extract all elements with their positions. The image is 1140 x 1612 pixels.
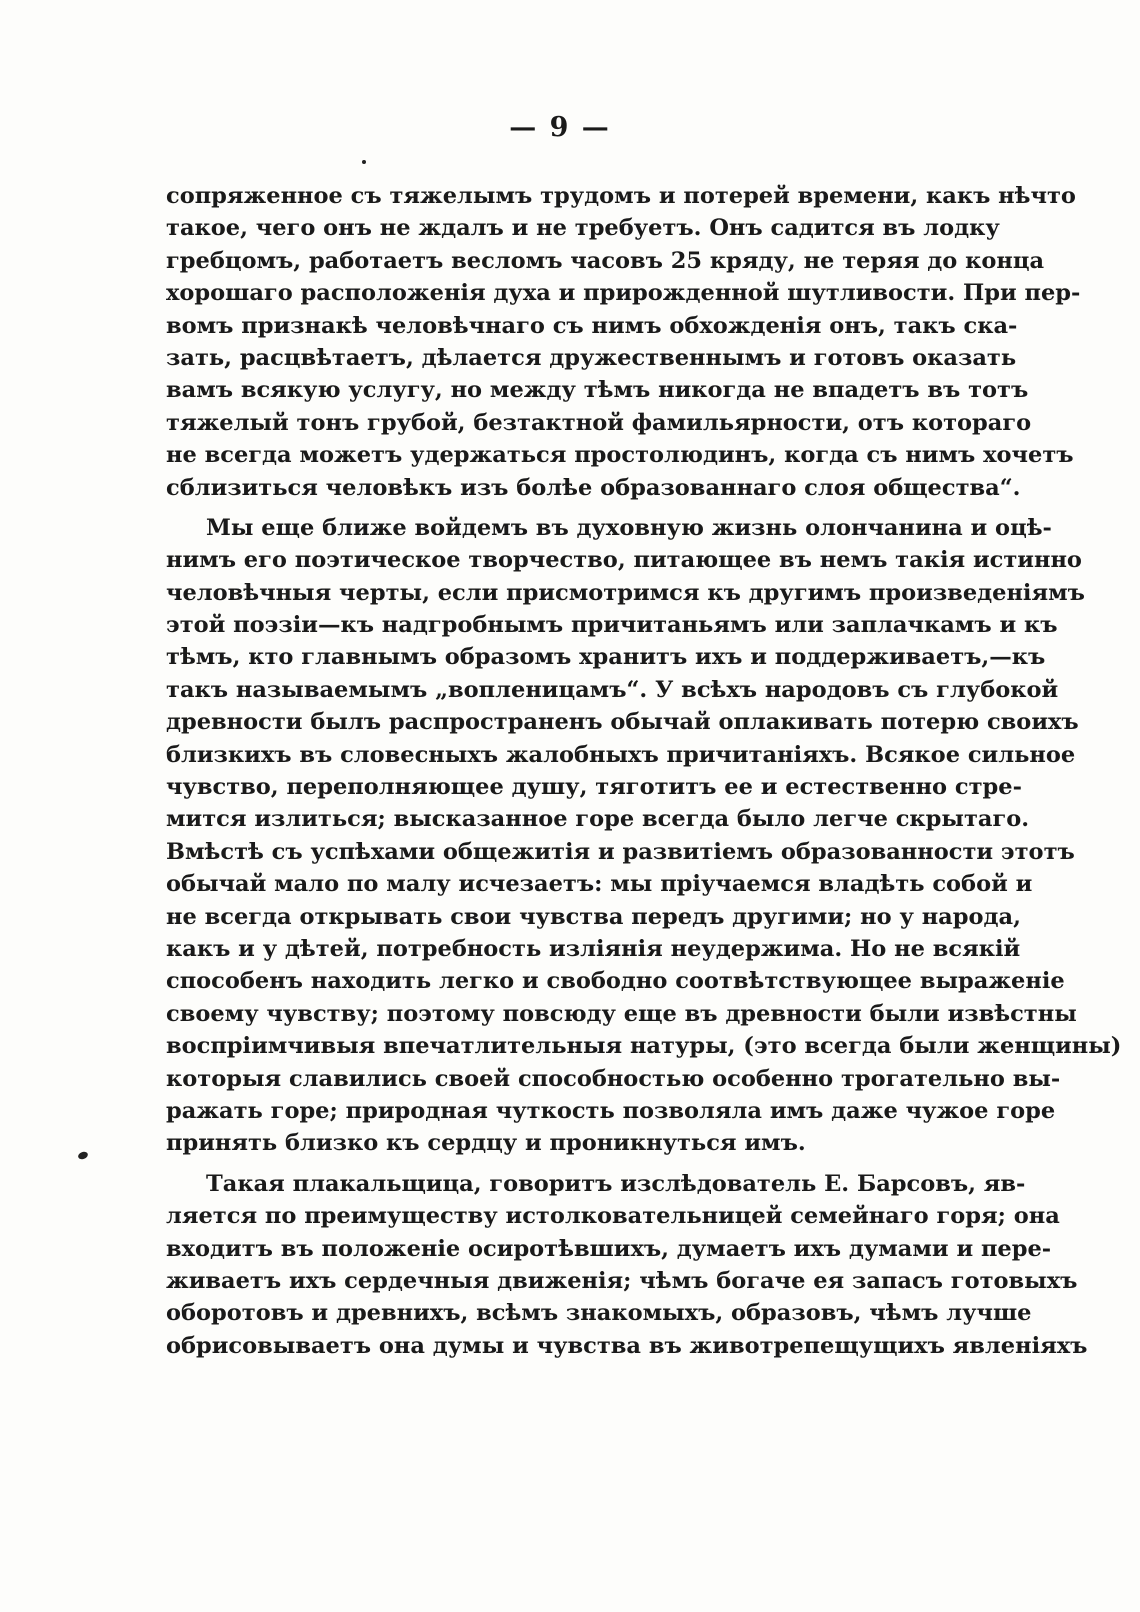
text-line: такое, чего онъ не ждалъ и не требуетъ. Онъ садится въ лодку <box>166 215 1000 242</box>
text-line: которыя славились своей способностью особенно трогательно вы- <box>166 1065 1061 1092</box>
paragraph <box>166 180 1081 504</box>
text-line: гребцомъ, работаетъ весломъ часовъ 25 кряду, не теряя до конца <box>166 247 1045 274</box>
text-line: вомъ признакѣ человѣчнаго съ нимъ обхожденія онъ, такъ ска- <box>166 312 1018 339</box>
text-line: этой поэзіи—къ надгробнымъ причитаньямъ или заплачкамъ и къ <box>166 612 1058 639</box>
text-line: не всегда можетъ удержаться простолюдинъ, когда съ нимъ хочетъ <box>166 442 1074 469</box>
text-line: не всегда открывать свои чувства передъ другими; но у народа, <box>166 903 1021 930</box>
text-line: живаетъ ихъ сердечныя движенія; чѣмъ богаче ея запасъ готовыхъ <box>166 1267 1078 1294</box>
text-line: своему чувству; поэтому повсюду еще въ древности были извѣстны <box>166 1000 1077 1027</box>
text-line: древности былъ распространенъ обычай оплакивать потерю своихъ <box>166 709 1079 736</box>
ink-speck <box>77 1151 89 1161</box>
text-line: ражать горе; природная чуткость позволяла имъ даже чужое горе <box>166 1097 1056 1124</box>
body-text <box>166 180 1122 1362</box>
text-line: ляется по преимуществу истолковательницей семейнаго горя; она <box>166 1203 1060 1230</box>
text-line: принять близко къ сердцу и проникнуться имъ. <box>166 1130 806 1157</box>
text-line: тѣмъ, кто главнымъ образомъ хранитъ ихъ и поддерживаетъ,—къ <box>166 644 1046 671</box>
text-line: обычай мало по малу исчезаетъ: мы пріучаемся владѣть собой и <box>166 871 1033 898</box>
text-line: чувство, переполняющее душу, тяготитъ ее и естественно стре- <box>166 774 1022 801</box>
text-line: сблизиться человѣкъ изъ болѣе образованнаго слоя общества“. <box>166 474 1021 501</box>
text-line: зать, расцвѣтаетъ, дѣлается дружественнымъ и готовъ оказать <box>166 344 1017 371</box>
text-line: нимъ его поэтическое творчество, питающее въ немъ такія истинно <box>166 547 1082 574</box>
text-line: человѣчныя черты, если присмотримся къ другимъ произведеніямъ <box>166 579 1085 606</box>
page-number: — 9 — <box>509 112 611 143</box>
ink-speck <box>362 160 366 164</box>
text-line: Мы еще ближе войдемъ въ духовную жизнь олончанина и оцѣ- <box>206 514 1052 541</box>
text-line: способенъ находить легко и свободно соотвѣтствующее выраженіе <box>166 968 1065 995</box>
text-line: близкихъ въ словесныхъ жалобныхъ причитаніяхъ. Всякое сильное <box>166 741 1076 768</box>
paragraph <box>166 1168 1088 1362</box>
text-line: Такая плакальщица, говоритъ изслѣдователь Е. Барсовъ, яв- <box>206 1170 1026 1197</box>
text-line: сопряженное съ тяжелымъ трудомъ и потерей времени, какъ нѣчто <box>166 183 1076 209</box>
text-line: оборотовъ и древнихъ, всѣмъ знакомыхъ, образовъ, чѣмъ лучше <box>166 1300 1032 1327</box>
text-line: какъ и у дѣтей, потребность изліянія неудержима. Но не всякій <box>166 935 1021 962</box>
text-line: воспріимчивыя впечатлительныя натуры, (это всегда были женщины) <box>166 1033 1122 1060</box>
text-line: хорошаго расположенія духа и прирожденной шутливости. При пер- <box>166 280 1081 307</box>
text-line: вамъ всякую услугу, но между тѣмъ никогда не впадетъ въ тотъ <box>166 377 1029 404</box>
text-line: такъ называемымъ „вопленицамъ“. У всѣхъ народовъ съ глубокой <box>166 676 1059 703</box>
text-line: тяжелый тонъ грубой, безтактной фамильярности, отъ котораго <box>166 409 1032 436</box>
text-line: входитъ въ положеніе осиротѣвшихъ, думаетъ ихъ думами и пере- <box>166 1235 1052 1262</box>
text-line: Вмѣстѣ съ успѣхами общежитія и развитіемъ образованности этотъ <box>166 838 1075 865</box>
paragraph <box>166 512 1122 1160</box>
text-line: обрисовываетъ она думы и чувства въ животрепещущихъ явленіяхъ <box>166 1332 1088 1359</box>
text-line: мится излиться; высказанное горе всегда было легче скрытаго. <box>166 806 1030 833</box>
